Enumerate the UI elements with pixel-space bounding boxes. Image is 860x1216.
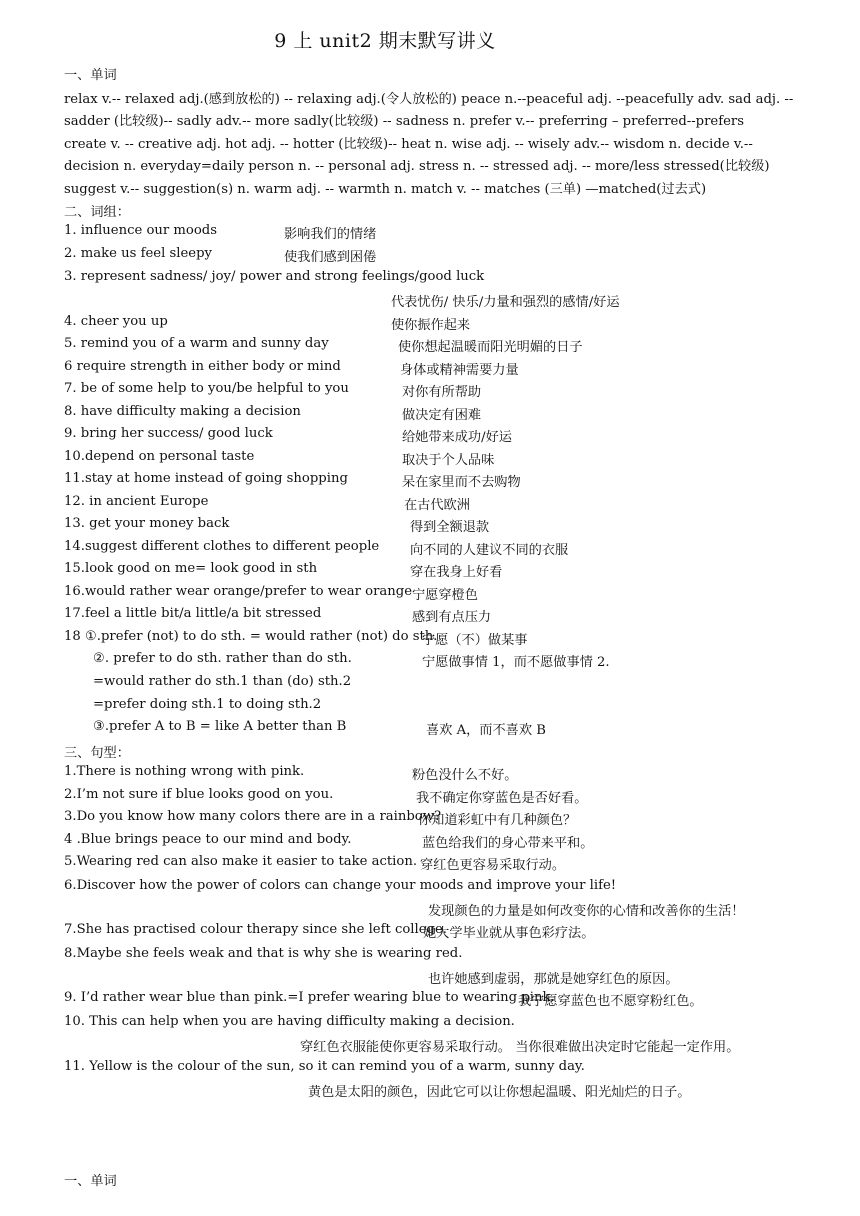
section-heading-words: 一、单词 bbox=[64, 68, 117, 83]
sentence-en: 7.She has practised colour therapy since she left college. bbox=[64, 922, 447, 937]
phrase-cn: 代表忧伤/ 快乐/力量和强烈的感情/好运 bbox=[391, 295, 620, 310]
phrase-en: 3. represent sadness/ joy/ power and strong feelings/good luck bbox=[64, 269, 485, 284]
phrase-en: 17.feel a little bit/a little/a bit stressed bbox=[64, 606, 322, 621]
page-title: 9 上 unit2 期末默写讲义 bbox=[274, 30, 496, 52]
words-line: relax v.-- relaxed adj.(感到放松的) -- relaxing adj.(令人放松的) peace n.--peaceful adj. --peacefully adv. sad adj. -- bbox=[64, 92, 794, 107]
phrase-en: 15.look good on me= look good in sth bbox=[64, 561, 318, 576]
phrase-cn: 使你振作起来 bbox=[391, 318, 471, 333]
sentence-cn: 黄色是太阳的颜色，因此它可以让你想起温暖、阳光灿烂的日子。 bbox=[308, 1085, 691, 1100]
sentence-en: 4 .Blue brings peace to our mind and body. bbox=[64, 832, 352, 847]
sentence-en: 10. This can help when you are having difficulty making a decision. bbox=[64, 1014, 515, 1029]
phrase-en: 11.stay at home instead of going shopping bbox=[64, 471, 348, 486]
words-line: create v. -- creative adj. hot adj. -- hotter (比较级)-- heat n. wise adj. -- wisely adv.-- wisdom n. decide v.-- bbox=[64, 137, 753, 152]
phrase-cn: 宁愿做事情 1，而不愿做事情 2. bbox=[422, 655, 610, 670]
words-line: suggest v.-- suggestion(s) n. warm adj. -- warmth n. match v. -- matches (三单) —matched(过去式) bbox=[64, 182, 707, 197]
phrase-en: 14.suggest different clothes to different people bbox=[64, 539, 380, 554]
phrase-en: 1. influence our moods bbox=[64, 223, 217, 238]
phrase-en: 10.depend on personal taste bbox=[64, 449, 255, 464]
words-line: sadder (比较级)-- sadly adv.-- more sadly(比较级) -- sadness n. prefer v.-- preferring – preferred--prefers bbox=[64, 114, 744, 129]
phrase-en: 2. make us feel sleepy bbox=[64, 246, 212, 261]
phrase-cn: 得到全额退款 bbox=[410, 520, 490, 535]
section-heading-sentences: 三、句型： bbox=[64, 746, 130, 761]
sentence-en: 9. I’d rather wear blue than pink.=I prefer wearing blue to wearing pink. bbox=[64, 990, 555, 1005]
phrase-en: 7. be of some help to you/be helpful to you bbox=[64, 381, 349, 396]
phrase-cn: 取决于个人品味 bbox=[402, 453, 495, 468]
phrase-en: =would rather do sth.1 than (do) sth.2 bbox=[93, 674, 352, 689]
sentence-cn: 我宁愿穿蓝色也不愿穿粉红色。 bbox=[518, 994, 703, 1009]
phrase-cn: 在古代欧洲 bbox=[404, 498, 470, 513]
phrase-en: ②. prefer to do sth. rather than do sth. bbox=[93, 651, 352, 666]
sentence-cn: 也许她感到虚弱，那就是她穿红色的原因。 bbox=[428, 972, 679, 987]
phrase-cn: 宁愿穿橙色 bbox=[412, 588, 478, 603]
phrase-cn: 感到有点压力 bbox=[412, 610, 492, 625]
sentence-cn: 穿红色更容易采取行动。 bbox=[420, 858, 566, 873]
words-line: decision n. everyday=daily person n. -- personal adj. stress n. -- stressed adj. -- more/less stressed(比较级) bbox=[64, 159, 770, 174]
sentence-cn: 我不确定你穿蓝色是否好看。 bbox=[416, 791, 588, 806]
sentence-cn: 发现颜色的力量是如何改变你的心情和改善你的生活！ bbox=[428, 904, 745, 919]
section-heading-words-repeat: 一、单词 bbox=[64, 1174, 117, 1189]
sentence-en: 11. Yellow is the colour of the sun, so it can remind you of a warm, sunny day. bbox=[64, 1059, 585, 1074]
phrase-en: 12. in ancient Europe bbox=[64, 494, 209, 509]
phrase-en: 13. get your money back bbox=[64, 516, 230, 531]
sentence-en: 5.Wearing red can also make it easier to take action. bbox=[64, 854, 418, 869]
phrase-en: 6 require strength in either body or mind bbox=[64, 359, 341, 374]
phrase-cn: 影响我们的情绪 bbox=[284, 227, 377, 242]
phrase-en: 16.would rather wear orange/prefer to wear orange bbox=[64, 584, 413, 599]
sentence-cn: 她大学毕业就从事色彩疗法。 bbox=[423, 926, 595, 941]
sentence-en: 6.Discover how the power of colors can change your moods and improve your life! bbox=[64, 878, 617, 893]
phrase-en: 9. bring her success/ good luck bbox=[64, 426, 273, 441]
phrase-cn: 给她带来成功/好运 bbox=[402, 430, 512, 445]
phrase-en: 4. cheer you up bbox=[64, 314, 168, 329]
sentence-en: 2.I’m not sure if blue looks good on you. bbox=[64, 787, 334, 802]
phrase-cn: 对你有所帮助 bbox=[402, 385, 482, 400]
phrase-cn: 呆在家里而不去购物 bbox=[402, 475, 521, 490]
phrase-cn: 使你想起温暖而阳光明媚的日子 bbox=[398, 340, 583, 355]
phrase-en: 8. have difficulty making a decision bbox=[64, 404, 301, 419]
phrase-en: 18 ①.prefer (not) to do sth. = would rather (not) do sth. bbox=[64, 629, 438, 644]
sentence-cn: 粉色没什么不好。 bbox=[412, 768, 518, 783]
phrase-en: ③.prefer A to B = like A better than B bbox=[93, 719, 347, 734]
phrase-cn: 使我们感到困倦 bbox=[284, 250, 377, 265]
sentence-cn: 你知道彩虹中有几种颜色？ bbox=[418, 813, 577, 828]
sentence-cn: 蓝色给我们的身心带来平和。 bbox=[422, 836, 594, 851]
phrase-cn: 穿在我身上好看 bbox=[410, 565, 503, 580]
phrase-cn: 身体或精神需要力量 bbox=[400, 363, 519, 378]
phrase-cn: 向不同的人建议不同的衣服 bbox=[410, 543, 569, 558]
sentence-en: 3.Do you know how many colors there are in a rainbow? bbox=[64, 809, 442, 824]
phrase-cn: 做决定有困难 bbox=[402, 408, 482, 423]
phrase-cn: 喜欢 A，而不喜欢 B bbox=[426, 723, 546, 738]
phrase-en: =prefer doing sth.1 to doing sth.2 bbox=[93, 697, 322, 712]
phrase-en: 5. remind you of a warm and sunny day bbox=[64, 336, 329, 351]
sentence-en: 8.Maybe she feels weak and that is why she is wearing red. bbox=[64, 946, 463, 961]
sentence-cn: 穿红色衣服能使你更容易采取行动。 当你很难做出决定时它能起一定作用。 bbox=[300, 1040, 740, 1055]
section-heading-phrases: 二、词组： bbox=[64, 205, 130, 220]
phrase-cn: 宁愿（不）做某事 bbox=[422, 633, 528, 648]
sentence-en: 1.There is nothing wrong with pink. bbox=[64, 764, 305, 779]
